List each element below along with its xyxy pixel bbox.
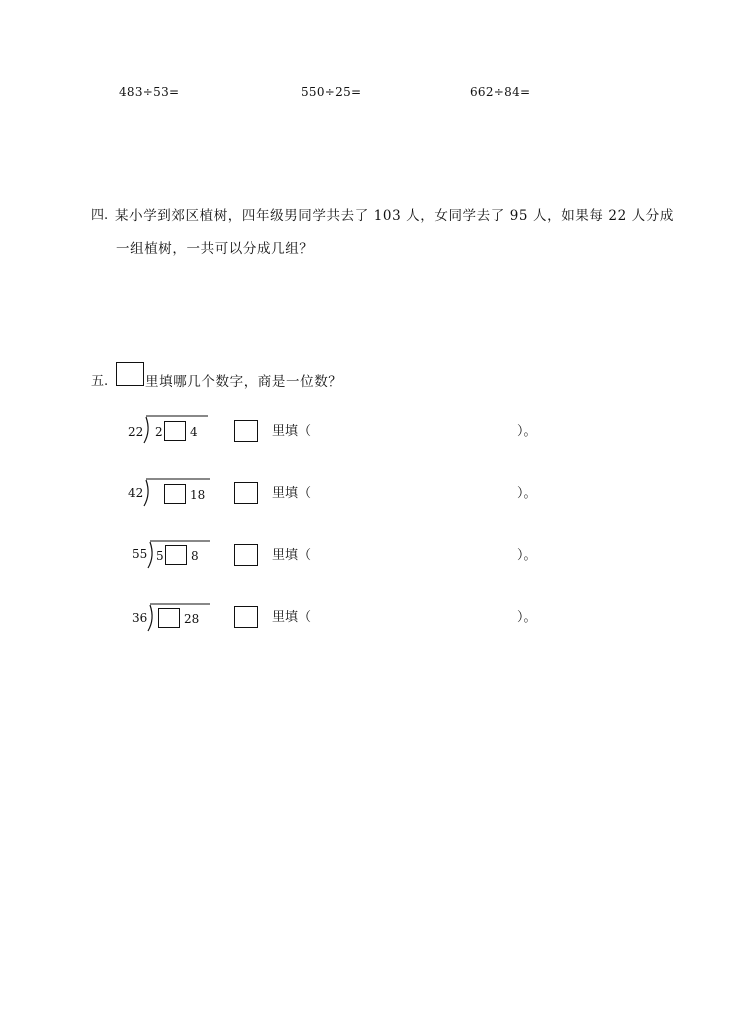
equation-2: 550÷25= [301,85,362,99]
question-5-blank-box [116,362,144,386]
answer-blank-box[interactable] [234,482,258,504]
answer-close: ）。 [517,486,537,501]
question-5-prompt: 里填哪几个数字，商是一位数？ [145,374,343,390]
question-5-number: 五. [91,374,109,389]
dividend-left-digit: 2 [155,425,163,439]
divisor: 36 [132,611,148,625]
question-4-number: 四. [91,208,109,223]
digit-blank-box[interactable] [164,421,186,441]
fill-label: 里填（ [272,486,312,501]
answer-blank-box[interactable] [234,420,258,442]
dividend-right-digit: 8 [191,549,199,563]
divisor: 42 [128,486,144,500]
digit-blank-box[interactable] [158,608,180,628]
dividend-right-digit: 4 [190,425,198,439]
digit-blank-box[interactable] [164,484,186,504]
answer-close: ）。 [517,610,537,625]
answer-close: ）。 [517,548,537,563]
question-4-line-1: 某小学到郊区植树，四年级男同学共去了 103 人，女同学去了 95 人，如果每 22 人分成 [115,208,674,224]
divisor: 55 [132,547,148,561]
digit-blank-box[interactable] [165,545,187,565]
answer-close: ）。 [517,424,537,439]
dividend-right-digits: 18 [190,488,206,502]
answer-blank-box[interactable] [234,544,258,566]
dividend-right-digits: 28 [184,612,200,626]
question-4-line-2: 一组植树，一共可以分成几组？ [116,241,314,257]
answer-blank-box[interactable] [234,606,258,628]
dividend-left-digit: 5 [156,549,164,563]
equation-3: 662÷84= [470,85,531,99]
fill-label: 里填（ [272,548,312,563]
fill-label: 里填（ [272,424,312,439]
fill-label: 里填（ [272,610,312,625]
divisor: 22 [128,425,144,439]
equation-1: 483÷53= [119,85,180,99]
